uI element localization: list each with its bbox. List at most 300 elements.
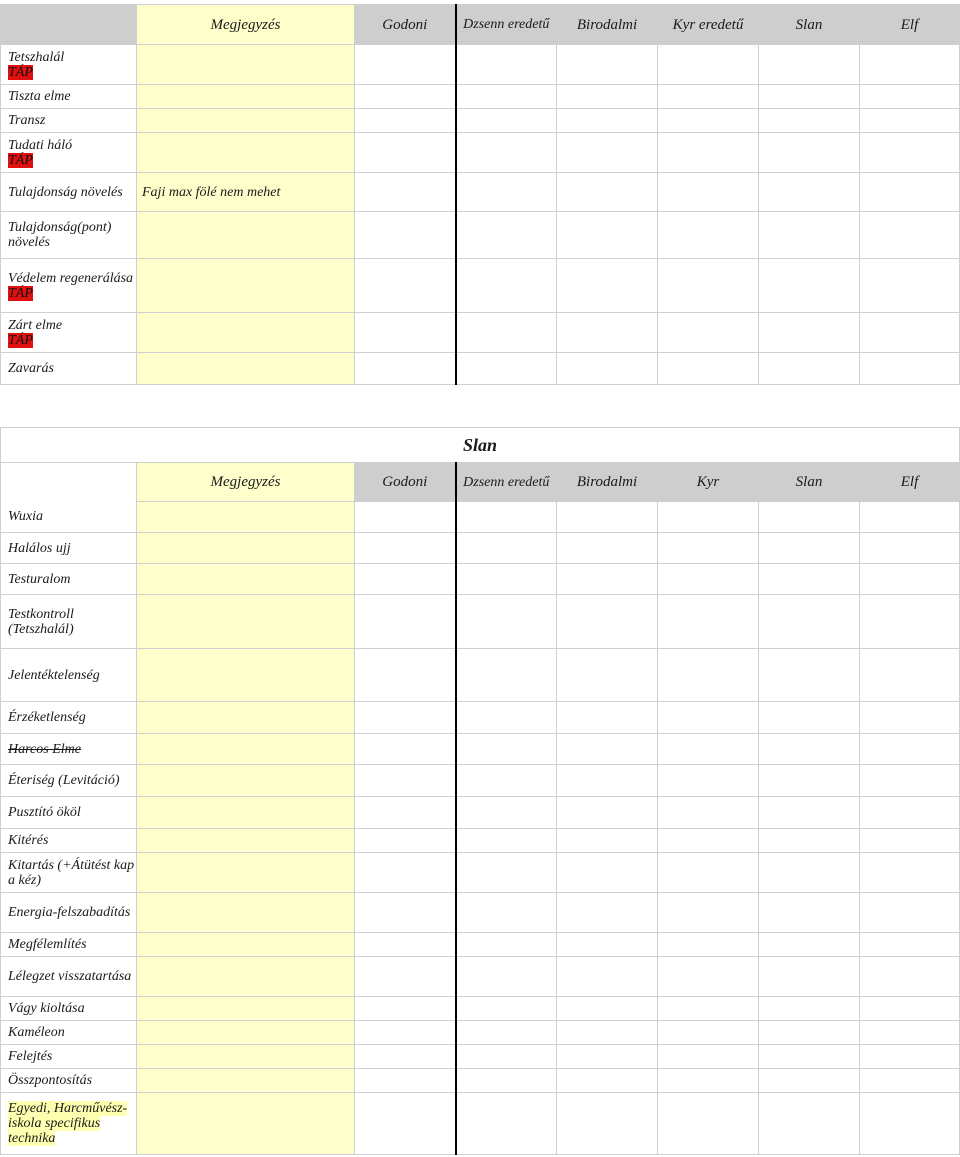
birodalmi-cell [557,212,658,259]
kyr-cell [658,893,759,933]
kyr-cell [658,353,759,385]
table-row [1,957,960,997]
note-cell [137,564,355,595]
kyr-cell [658,173,759,212]
table-row [1,502,960,533]
godoni-cell [355,133,456,173]
header-row [1,5,960,45]
slan-cell [759,853,860,893]
kyr-cell [658,933,759,957]
dzsenn-cell [456,734,557,765]
dzsenn-cell [456,765,557,797]
ability-name-cell [1,933,137,957]
note-cell [137,45,355,85]
birodalmi-cell [557,502,658,533]
godoni-cell [355,997,456,1021]
slan-cell [759,173,860,212]
table-row [1,259,960,313]
table-row [1,133,960,173]
elf-cell [860,259,960,313]
dzsenn-cell [456,853,557,893]
ability-name-cell [1,595,137,649]
tap-badge: TÁP [8,285,33,301]
ability-name: Testuralom [8,571,71,587]
dzsenn-cell [456,173,557,212]
kyr-cell [658,649,759,702]
table-row [1,997,960,1021]
kyr-header: Kyr [658,463,759,502]
ability-name-cell [1,1021,137,1045]
birodalmi-header: Birodalmi [557,463,658,502]
slan-header: Slan [759,463,860,502]
ability-name-cell [1,893,137,933]
elf-header: Elf [860,463,960,502]
kyr-cell [658,85,759,109]
note-cell [137,353,355,385]
ability-name-cell [1,1093,137,1155]
slan-ability-table [0,427,960,1155]
godoni-header: Godoni [355,5,456,45]
ability-name: Tiszta elme [8,89,71,104]
slan-cell [759,1045,860,1069]
godoni-cell [355,853,456,893]
table-row [1,564,960,595]
ability-name: Kitartás (+Átütést kap a kéz) [8,857,135,888]
dzsenn-cell [456,1045,557,1069]
godoni-cell [355,353,456,385]
elf-cell [860,702,960,734]
godoni-cell [355,45,456,85]
ability-name: Összpontosítás [8,1073,93,1088]
godoni-cell [355,702,456,734]
slan-cell [759,702,860,734]
elf-cell [860,829,960,853]
birodalmi-cell [557,45,658,85]
kyr-cell [658,109,759,133]
ability-name: Megfélemlítés [8,937,87,952]
ability-name: Tudati háló [8,137,73,153]
note-cell [137,1045,355,1069]
note-cell [137,649,355,702]
ability-name-cell [1,797,137,829]
table-row [1,313,960,353]
elf-cell [860,109,960,133]
kyr-cell [658,1045,759,1069]
dzsenn-cell [456,533,557,564]
birodalmi-cell [557,1021,658,1045]
dzsenn-cell [456,702,557,734]
kyr-cell [658,997,759,1021]
note-cell [137,1021,355,1045]
kyr-cell [658,829,759,853]
godoni-cell [355,1069,456,1093]
kyr-cell [658,853,759,893]
slan-cell [759,1021,860,1045]
kyr-cell [658,797,759,829]
table-row [1,595,960,649]
table-row [1,829,960,853]
godoni-cell [355,564,456,595]
dzsenn-cell [456,829,557,853]
elf-cell [860,564,960,595]
slan-cell [759,564,860,595]
table-row [1,85,960,109]
table-row [1,893,960,933]
ability-name: Transz [8,113,46,128]
kyr-cell [658,595,759,649]
dzsenn-cell [456,85,557,109]
dzsenn-cell [456,893,557,933]
elf-cell [860,893,960,933]
note-cell [137,765,355,797]
ability-name: Kaméleon [8,1025,65,1040]
dzsenn-cell [456,933,557,957]
ability-name-cell [1,702,137,734]
elf-cell [860,957,960,997]
kyr-cell [658,133,759,173]
kyr-cell [658,533,759,564]
elf-cell [860,649,960,702]
godoni-cell [355,829,456,853]
godoni-cell [355,313,456,353]
kyr-cell [658,212,759,259]
ability-name-cell [1,829,137,853]
godoni-cell [355,734,456,765]
ability-name: Felejtés [8,1049,53,1064]
ability-name-cell [1,313,137,353]
ability-name: Érzéketlenség [8,710,86,725]
dzsenn-cell [456,109,557,133]
dzsenn-cell [456,1069,557,1093]
ability-name-cell [1,957,137,997]
table-row [1,933,960,957]
table-row [1,797,960,829]
elf-cell [860,502,960,533]
ability-name-cell [1,109,137,133]
elf-cell [860,173,960,212]
dzsenn-cell [456,502,557,533]
kyr-cell [658,1093,759,1155]
ability-name: Zárt elme [8,317,63,333]
elf-cell [860,1021,960,1045]
dzsenn-cell [456,212,557,259]
slan-header: Slan [759,5,860,45]
slan-cell [759,765,860,797]
note-cell [137,85,355,109]
slan-cell [759,313,860,353]
godoni-cell [355,649,456,702]
kyr-cell [658,1069,759,1093]
dzsenn-cell [456,797,557,829]
ability-name-cell [1,353,137,385]
birodalmi-cell [557,853,658,893]
title-row [1,428,960,463]
dzsenn-cell [456,313,557,353]
table-row [1,853,960,893]
elf-cell [860,85,960,109]
tap-badge: TÁP [8,332,33,348]
slan-cell [759,133,860,173]
slan-cell [759,353,860,385]
ability-name-cell [1,997,137,1021]
table-row [1,734,960,765]
ability-name-cell [1,173,137,212]
slan-table-body [1,533,960,1155]
note-cell [137,313,355,353]
godoni-cell [355,212,456,259]
note-cell [137,957,355,997]
ability-name: Halálos ujj [8,540,71,556]
slan-cell [759,1069,860,1093]
note-cell [137,109,355,133]
note-cell [137,502,355,533]
table-row [1,353,960,385]
godoni-cell [355,765,456,797]
slan-cell [759,957,860,997]
corner-header-cell [1,5,137,45]
section-title: Slan [1,428,960,463]
dzsenn-cell [456,997,557,1021]
note-cell [137,595,355,649]
godoni-cell [355,109,456,133]
ability-name: Lélegzet visszatartása [8,969,132,984]
kyr-cell [658,734,759,765]
ability-name: Harcos Elme [8,741,81,757]
tap-badge: TÁP [8,152,33,168]
birodalmi-cell [557,797,658,829]
dzsenn-cell [456,564,557,595]
slan-cell [759,85,860,109]
slan-cell [759,212,860,259]
birodalmi-cell [557,1045,658,1069]
dzsenn-cell [456,1093,557,1155]
birodalmi-header: Birodalmi [557,5,658,45]
birodalmi-cell [557,533,658,564]
header-row [1,463,960,502]
table-row [1,1069,960,1093]
ability-name: Tetszhalál [8,49,65,65]
dzsenn-cell [456,649,557,702]
dzsenn-header: Dzsenn eredetű [456,5,557,45]
slan-cell [759,893,860,933]
kyr-cell [658,957,759,997]
godoni-cell [355,797,456,829]
kyr-cell [658,564,759,595]
birodalmi-cell [557,829,658,853]
note-cell [137,933,355,957]
ability-name: Egyedi, Harcművész-iskola specifikus technika [8,1101,128,1146]
ability-name-cell [1,734,137,765]
slan-cell [759,649,860,702]
table-row [1,1045,960,1069]
ability-name: Tulajdonság növelés [8,184,123,200]
ability-name-cell [1,533,137,564]
slan-cell [759,259,860,313]
note-cell [137,829,355,853]
kyr-cell [658,45,759,85]
dzsenn-cell [456,1021,557,1045]
table-row [1,109,960,133]
note-cell [137,1069,355,1093]
elf-cell [860,797,960,829]
ability-name-cell [1,133,137,173]
elf-cell [860,933,960,957]
birodalmi-cell [557,85,658,109]
table-row [1,702,960,734]
kyr-cell [658,765,759,797]
godoni-cell [355,1045,456,1069]
note-cell: Faji max fölé nem mehet [137,173,355,212]
birodalmi-cell [557,957,658,997]
ability-name-cell: Wuxia [1,463,137,533]
elf-cell [860,45,960,85]
kyr-cell [658,259,759,313]
elf-cell [860,1093,960,1155]
slan-cell [759,797,860,829]
ability-name-cell [1,765,137,797]
ability-name-cell [1,85,137,109]
kyr-cell [658,502,759,533]
birodalmi-cell [557,259,658,313]
elf-cell [860,1045,960,1069]
kyr-cell [658,313,759,353]
slan-cell [759,502,860,533]
note-cell [137,893,355,933]
birodalmi-cell [557,734,658,765]
slan-cell [759,734,860,765]
dzsenn-header: Dzsenn eredetű [456,463,557,502]
note-cell [137,997,355,1021]
table-row [1,173,960,212]
elf-cell [860,313,960,353]
elf-header: Elf [860,5,960,45]
slan-cell [759,533,860,564]
kyr-cell [658,1021,759,1045]
ability-name-cell [1,1045,137,1069]
godoni-cell [355,933,456,957]
godoni-cell [355,1093,456,1155]
dzsenn-cell [456,957,557,997]
note-cell [137,133,355,173]
dzsenn-cell [456,595,557,649]
dzsenn-cell [456,45,557,85]
elf-cell [860,734,960,765]
note-cell [137,259,355,313]
kyr-cell [658,702,759,734]
godoni-cell [355,173,456,212]
note-cell [137,212,355,259]
birodalmi-cell [557,933,658,957]
elf-cell [860,353,960,385]
note-header: Megjegyzés [137,463,355,502]
birodalmi-cell [557,893,658,933]
note-cell [137,533,355,564]
slan-cell [759,45,860,85]
elf-cell [860,595,960,649]
note-cell [137,702,355,734]
table-row [1,765,960,797]
note-cell [137,734,355,765]
dzsenn-cell [456,353,557,385]
ability-name-cell [1,853,137,893]
ability-name: Védelem regenerálása [8,270,134,286]
godoni-cell [355,957,456,997]
slan-cell [759,109,860,133]
slan-cell [759,595,860,649]
birodalmi-cell [557,997,658,1021]
dzsenn-cell [456,133,557,173]
birodalmi-cell [557,173,658,212]
note-header: Megjegyzés [137,5,355,45]
slan-cell [759,997,860,1021]
table-row [1,1021,960,1045]
ability-name-cell [1,1069,137,1093]
ability-name: Tulajdonság(pont) növelés [8,220,112,250]
first-ability-table [0,4,960,385]
birodalmi-cell [557,595,658,649]
elf-cell [860,212,960,259]
table-row [1,45,960,85]
birodalmi-cell [557,133,658,173]
godoni-cell [355,85,456,109]
birodalmi-cell [557,702,658,734]
ability-name: Energia-felszabadítás [8,905,131,920]
ability-name: Pusztító ököl [8,805,81,820]
godoni-cell [355,533,456,564]
elf-cell [860,133,960,173]
birodalmi-cell [557,1069,658,1093]
godoni-cell [355,1021,456,1045]
ability-name: Testkontroll (Tetszhalál) [8,606,74,637]
tap-badge: TÁP [8,64,33,80]
birodalmi-cell [557,649,658,702]
table-row [1,1093,960,1155]
note-cell [137,797,355,829]
note-cell [137,1093,355,1155]
godoni-cell [355,502,456,533]
godoni-header: Godoni [355,463,456,502]
ability-name: Jelentéktelenség [8,667,100,683]
birodalmi-cell [557,109,658,133]
kyr-header: Kyr eredetű [658,5,759,45]
table-row [1,649,960,702]
slan-cell [759,829,860,853]
ability-name: Kitérés [8,833,49,848]
ability-name-cell [1,259,137,313]
birodalmi-cell [557,564,658,595]
birodalmi-cell [557,313,658,353]
godoni-cell [355,259,456,313]
ability-name-cell [1,564,137,595]
birodalmi-cell [557,1093,658,1155]
godoni-cell [355,893,456,933]
ability-name-cell [1,212,137,259]
godoni-cell [355,595,456,649]
slan-cell [759,1093,860,1155]
ability-name-cell [1,649,137,702]
elf-cell [860,533,960,564]
elf-cell [860,997,960,1021]
ability-name: Vágy kioltása [8,1001,85,1016]
table-row [1,212,960,259]
elf-cell [860,1069,960,1093]
ability-name-cell [1,45,137,85]
first-table-body [1,45,960,385]
elf-cell [860,765,960,797]
birodalmi-cell [557,765,658,797]
ability-name: Zavarás [8,361,54,376]
note-cell [137,853,355,893]
